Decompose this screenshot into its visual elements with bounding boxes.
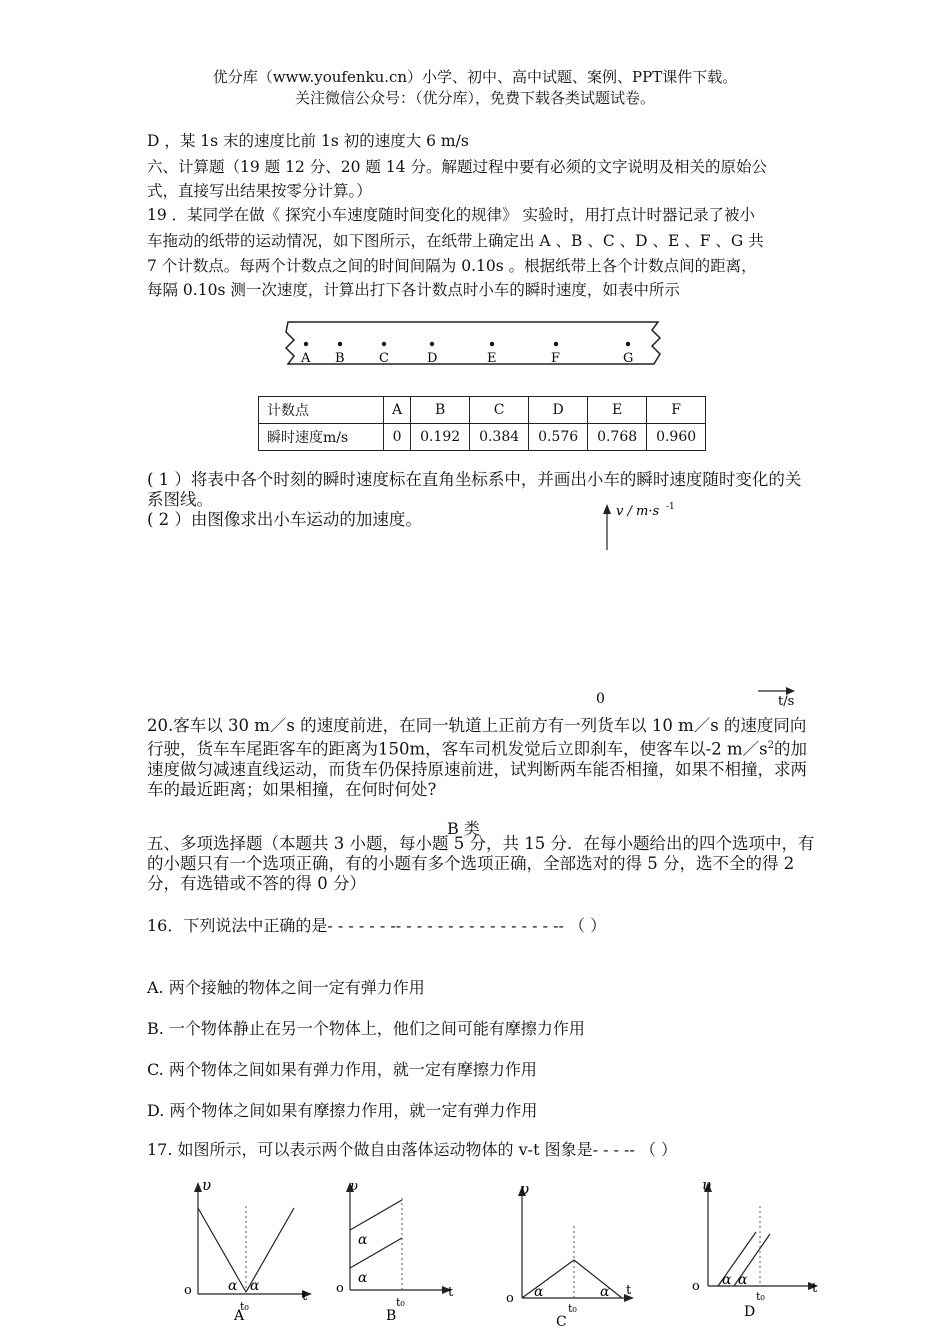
- table-cell: 计数点: [259, 397, 384, 424]
- q19-line-4: 每隔 0.10s 测一次速度，计算出打下各计数点时小车的瞬时速度，如表中所示: [147, 281, 680, 299]
- alpha-label: α: [358, 1232, 368, 1248]
- v-axis-label: v / m·s: [616, 504, 660, 519]
- table-cell: 0.384: [470, 424, 529, 451]
- q17-stem: 17. 如图所示，可以表示两个做自由落体运动物体的 v-t 图象是- - - -- （ ）: [147, 1140, 678, 1159]
- header-line-2: 关注微信公众号：（优分库），免费下载各类试题试卷。: [294, 89, 655, 107]
- q19-sub-1: ( 1 ）将表中各个时刻的瞬时速度标在直角坐标系中，并画出小车的瞬时速度随时变化的关系图线。: [147, 470, 802, 509]
- q19-axes: [590, 496, 810, 716]
- graph-b-label: B: [386, 1308, 397, 1324]
- tape-point-label: C: [379, 351, 389, 366]
- axis-t-label: t: [626, 1283, 632, 1298]
- table-cell: 瞬时速度m/s: [259, 424, 384, 451]
- graph-c-label: C: [556, 1314, 567, 1330]
- table-cell: 0.576: [529, 424, 588, 451]
- q19-line-1: 19 ．某同学在做《 探究小车速度随时间变化的规律》 实验时，用打点计时器记录了被小: [147, 206, 756, 224]
- tape-point: [490, 342, 494, 346]
- tape-point-label: E: [487, 351, 497, 366]
- alpha-label: α: [250, 1278, 260, 1294]
- alpha-label: α: [228, 1278, 238, 1294]
- axis-v-label: υ: [350, 1179, 358, 1194]
- q16-option-c: C. 两个物体之间如果有弹力作用，就一定有摩擦力作用: [147, 1060, 537, 1079]
- axis-v-label: υ: [202, 1176, 212, 1194]
- tape-point-label: F: [551, 351, 561, 366]
- tape-point-label: A: [301, 351, 311, 366]
- alpha-label: α: [600, 1284, 610, 1300]
- q16-option-b: B. 一个物体静止在另一个物体上，他们之间可能有摩擦力作用: [147, 1019, 585, 1038]
- tape-point: [338, 342, 342, 346]
- section-6-line-2: 式，直接写出结果按零分计算。）: [147, 182, 372, 200]
- table-cell: 0.192: [411, 424, 470, 451]
- table-cell: 0: [384, 424, 411, 451]
- origin-label: o: [506, 1291, 514, 1306]
- table-cell: D: [529, 397, 588, 424]
- origin-label: o: [692, 1279, 700, 1294]
- q16-stem: 16．下列说法中正确的是- - - - - - -- - - - - - - - - - - - - - - -- （ ）: [147, 916, 607, 935]
- alpha-label: α: [534, 1284, 544, 1300]
- graph-a: [180, 1176, 330, 1336]
- header-line-1: 优分库（www.youfenku.cn）小学、初中、高中试题、案例、PPT课件下载。: [212, 68, 738, 86]
- option-d-text: D ，某 1s 末的速度比前 1s 初的速度大 6 m/s: [147, 132, 469, 150]
- q16-option-a: A. 两个接触的物体之间一定有弹力作用: [147, 978, 425, 997]
- alpha-label: α: [738, 1272, 748, 1288]
- origin-label: 0: [596, 691, 605, 707]
- v-axis-arrow: [603, 504, 611, 514]
- q16-option-d: D. 两个物体之间如果有摩擦力作用，就一定有弹力作用: [147, 1101, 538, 1120]
- tape-point-label: G: [623, 351, 634, 366]
- table-cell: F: [647, 397, 706, 424]
- tape-point: [304, 342, 308, 346]
- v-axis-label-sup: -1: [666, 502, 675, 512]
- graph-d: [688, 1176, 838, 1336]
- axis-v-label: υ: [520, 1180, 530, 1198]
- graph-a-label: A: [234, 1308, 245, 1324]
- section-b-title: B 类: [447, 819, 480, 838]
- t0-label: t₀: [756, 1290, 765, 1303]
- q19-line-3: 7 个计数点。每两个计数点之间的时间间隔为 0.10s 。根据纸带上各个计数点间的距离，: [147, 257, 757, 275]
- section-5-text: 五、多项选择题（本题共 3 小题，每小题 5 分，共 15 分．在每小题给出的四个选项中，有的小题只有一个选项正确，有的小题有多个选项正确，全部选对的得 5 分，选不全的得 2 分，有选错或不答的得 0 分）: [147, 834, 815, 893]
- table-cell: C: [470, 397, 529, 424]
- t0-label: t₀: [568, 1302, 577, 1315]
- q20-text-tail: 的加速度做匀减速直线运动，而货车仍保持原速前进，试判断两车能否相撞，如果不相撞，求两车的最近距离；如果相撞，在何时何处?: [147, 739, 807, 799]
- origin-label: o: [184, 1283, 192, 1298]
- q19-line-2: 车拖动的纸带的运动情况，如下图所示，在纸带上确定出 A 、B 、C 、D 、E 、F 、G 共: [147, 232, 764, 250]
- table-cell: 0.768: [588, 424, 647, 451]
- q20-superscript: 2: [767, 740, 774, 751]
- table-cell: A: [384, 397, 411, 424]
- tape-point: [626, 342, 630, 346]
- q20-text: [147, 716, 817, 800]
- origin-label: o: [336, 1281, 344, 1296]
- tape-point: [430, 342, 434, 346]
- axis-t-label: t: [448, 1285, 454, 1300]
- graph-c: [500, 1176, 650, 1336]
- q19-sub-2: ( 2 ）由图像求出小车运动的加速度。: [147, 510, 422, 529]
- paper-tape-figure: [280, 318, 666, 370]
- table-header-row: [259, 397, 706, 424]
- table-cell: B: [411, 397, 470, 424]
- axis-v-label: υ: [702, 1176, 712, 1194]
- alpha-label: α: [358, 1270, 368, 1286]
- axis-t-label: t: [302, 1289, 308, 1304]
- t-axis-label: t/s: [778, 694, 795, 709]
- graph-b: [330, 1176, 480, 1336]
- tape-point-label: B: [335, 351, 345, 366]
- section-6-line-1: 六、计算题（19 题 12 分、20 题 14 分。解题过程中要有必须的文字说明及相关的原始公: [147, 158, 767, 176]
- axis-t-label: t: [812, 1281, 818, 1296]
- velocity-table: [258, 396, 706, 451]
- alpha-label: α: [722, 1272, 732, 1288]
- t0-label: t₀: [240, 1300, 249, 1313]
- table-value-row: [259, 424, 706, 451]
- q20-text-main: 20.客车以 30 m／s 的速度前进，在同一轨道上正前方有一列货车以 10 m／s 的速度同向行驶，货车车尾距客车的距离为150m，客车司机发觉后立即刹车，使客车以-2 m／s: [147, 716, 807, 759]
- tape-point-label: D: [427, 351, 438, 366]
- tape-point: [382, 342, 386, 346]
- table-cell: E: [588, 397, 647, 424]
- table-cell: 0.960: [647, 424, 706, 451]
- tape-point: [554, 342, 558, 346]
- t0-label: t₀: [396, 1296, 405, 1309]
- graph-d-label: D: [744, 1304, 756, 1320]
